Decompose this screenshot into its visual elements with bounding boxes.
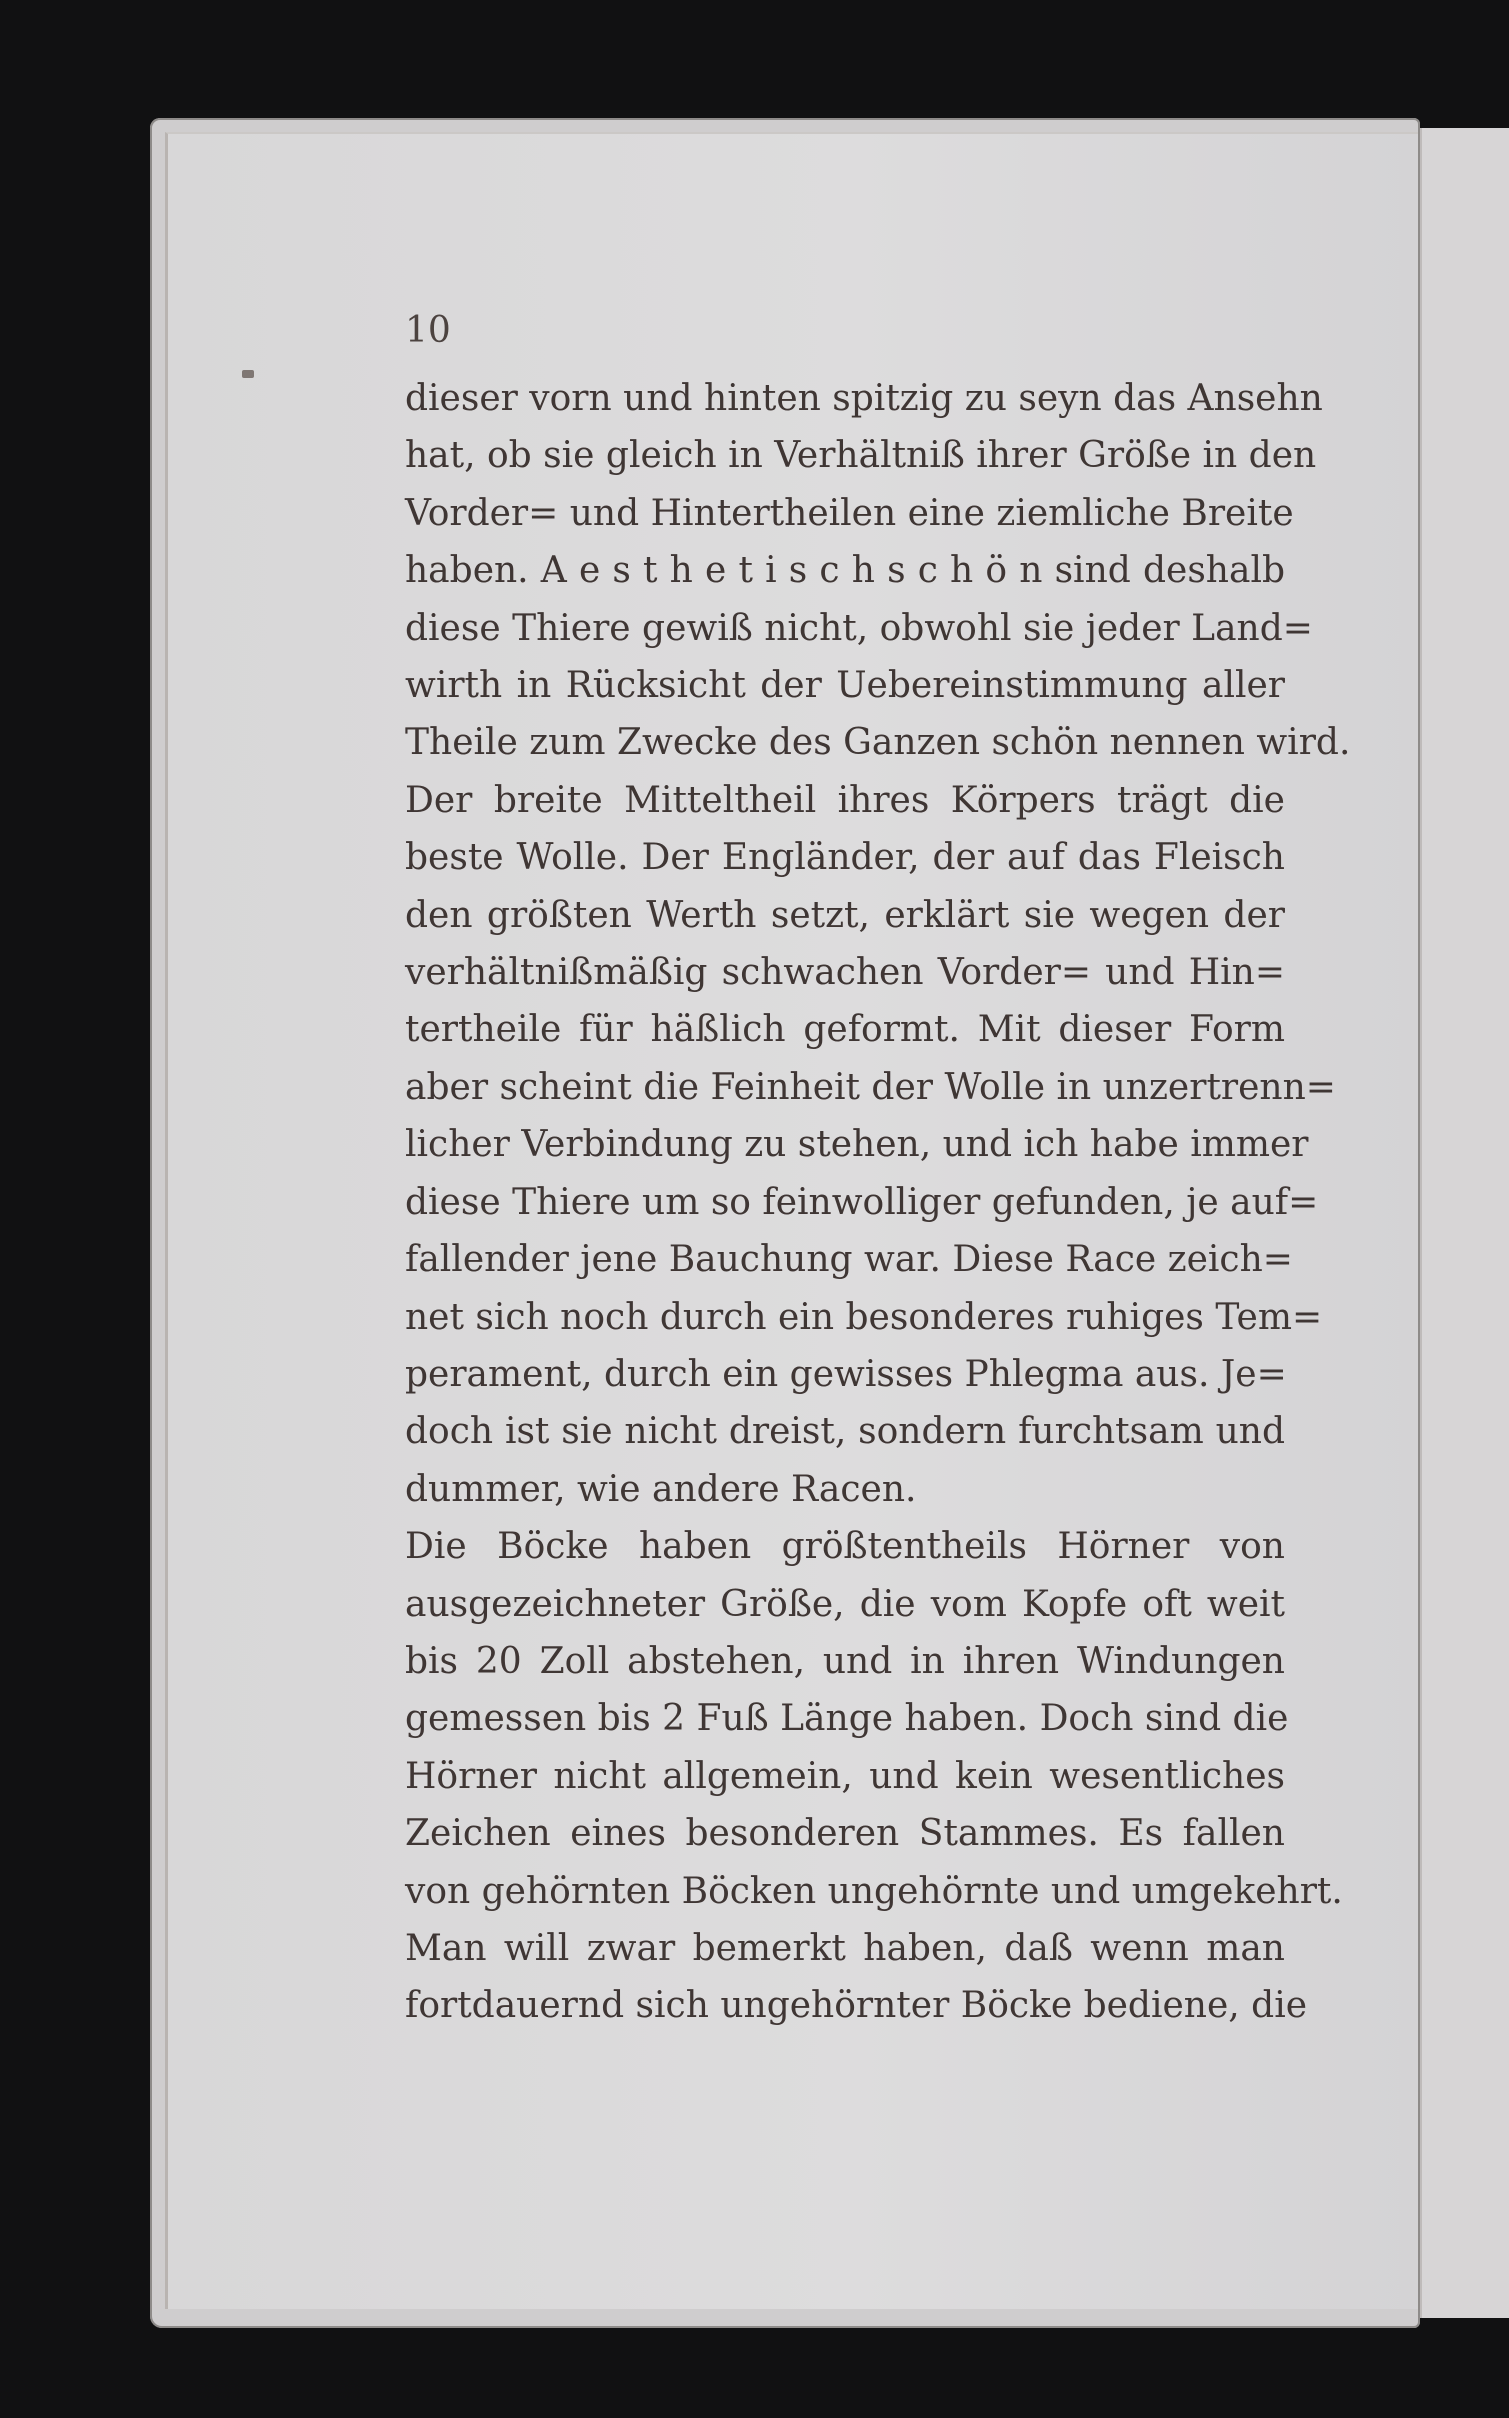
text-line: Hörner nicht allgemein, und kein wesentliches bbox=[405, 1755, 1285, 1797]
text-line: von gehörnten Böcken ungehörnte und umgekehrt. bbox=[405, 1870, 1343, 1912]
text-line: perament, durch ein gewisses Phlegma aus. Je= bbox=[405, 1353, 1287, 1395]
text-line: gemessen bis 2 Fuß Länge haben. Doch sind die bbox=[405, 1698, 1289, 1740]
text-line: dummer, wie andere Racen. bbox=[405, 1468, 917, 1510]
text-line: tertheile für häßlich geformt. Mit dieser Form bbox=[405, 1009, 1285, 1051]
text-line: aber scheint die Feinheit der Wolle in unzertrenn= bbox=[405, 1066, 1336, 1108]
text-line: Man will zwar bemerkt haben, daß wenn man bbox=[405, 1927, 1285, 1969]
text-line: net sich noch durch ein besonderes ruhiges Tem= bbox=[405, 1296, 1323, 1338]
text-line: Der breite Mitteltheil ihres Körpers trägt die bbox=[405, 779, 1285, 821]
text-line: beste Wolle. Der Engländer, der auf das Fleisch bbox=[405, 837, 1285, 879]
text-line: diese Thiere gewiß nicht, obwohl sie jeder Land= bbox=[405, 607, 1313, 649]
page-text-block bbox=[405, 370, 1351, 2035]
page-number: 10 bbox=[405, 310, 451, 351]
text-line: licher Verbindung zu stehen, und ich habe immer bbox=[405, 1124, 1309, 1166]
text-line: dieser vorn und hinten spitzig zu seyn das Ansehn bbox=[405, 378, 1323, 419]
text-line: doch ist sie nicht dreist, sondern furchtsam und bbox=[405, 1411, 1285, 1453]
text-line: verhältnißmäßig schwachen Vorder= und Hin= bbox=[405, 952, 1285, 994]
text-line: diese Thiere um so feinwolliger gefunden, je auf= bbox=[405, 1181, 1319, 1223]
text-line: den größten Werth setzt, erklärt sie wegen der bbox=[405, 894, 1285, 936]
text-line: haben. A e s t h e t i s c h s c h ö n sind deshalb bbox=[405, 550, 1285, 592]
text-line: Die Böcke haben größtentheils Hörner von bbox=[405, 1526, 1285, 1568]
text-line: wirth in Rücksicht der Uebereinstimmung aller bbox=[405, 665, 1285, 707]
text-line: hat, ob sie gleich in Verhältniß ihrer Größe in den bbox=[405, 435, 1317, 477]
margin-mark bbox=[242, 370, 254, 378]
text-line: bis 20 Zoll abstehen, und in ihren Windungen bbox=[405, 1640, 1285, 1682]
text-line: Vorder= und Hintertheilen eine ziemliche Breite bbox=[405, 492, 1294, 534]
text-line: Theile zum Zwecke des Ganzen schön nennen wird. bbox=[405, 722, 1351, 764]
text-line: fortdauernd sich ungehörnter Böcke bediene, die bbox=[405, 1985, 1308, 2027]
text-line: fallender jene Bauchung war. Diese Race zeich= bbox=[405, 1239, 1293, 1281]
text-line: Zeichen eines besonderen Stammes. Es fallen bbox=[405, 1813, 1285, 1855]
text-line: ausgezeichneter Größe, die vom Kopfe oft weit bbox=[405, 1583, 1285, 1625]
opposite-page-edge bbox=[1420, 128, 1509, 2318]
